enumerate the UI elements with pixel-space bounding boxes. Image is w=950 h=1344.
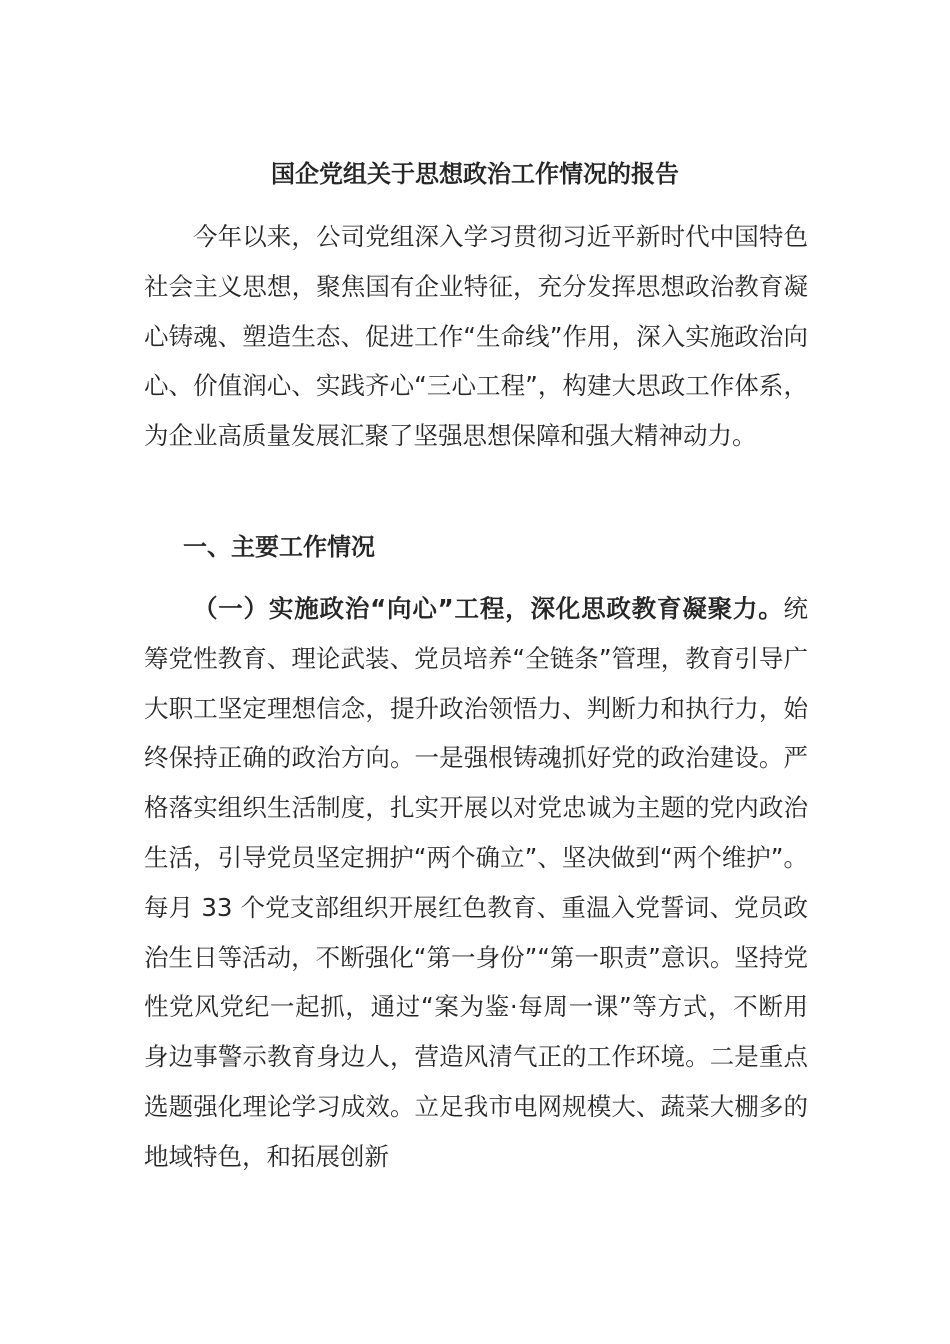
section-heading-main-work: 一、主要工作情况 — [183, 533, 375, 561]
intro-paragraph: 今年以来，公司党组深入学习贯彻习近平新时代中国特色社会主义思想，聚焦国有企业特征，充分发挥思想政治教育凝心铸魂、塑造生态、促进工作“生命线”作用，深入实施政治向心、价值润心、实践齐心“三心工程”，构建大思政工作体系，为企业高质量发展汇聚了坚强思想保障和强大精神动力。 — [144, 222, 808, 451]
paragraph-lead-bold: （一）实施政治“向心”工程，深化思政教育凝聚力。 — [193, 594, 784, 623]
document-title: 国企党组关于思想政治工作情况的报告 — [271, 160, 679, 188]
section-paragraph-political-project — [144, 584, 808, 1182]
paragraph-body: 统筹党性教育、理论武装、党员培养“全链条”管理，教育引导广大职工坚定理想信念，提升政治领悟力、判断力和执行力，始终保持正确的政治方向。一是强根铸魂抓好党的政治建设。严格落实组织生活制度，扎实开展以对党忠诚为主题的党内政治生活，引导党员坚定拥护“两个确立”、坚决做到“两个维护”。每月 33 个党支部组织开展红色教育、重温入党誓词、党员政治生日等活动，不断强化“第一身份”“第一职责”意识。坚持党性党风党纪一起抓，通过“案为鉴·每周一课”等方式，不断用身边事警示教育身边人，营造风清气正的工作环境。二是重点选题强化理论学习成效。立足我市电网规模大、蔬菜大棚多的地域特色，和拓展创新 — [144, 594, 808, 1171]
